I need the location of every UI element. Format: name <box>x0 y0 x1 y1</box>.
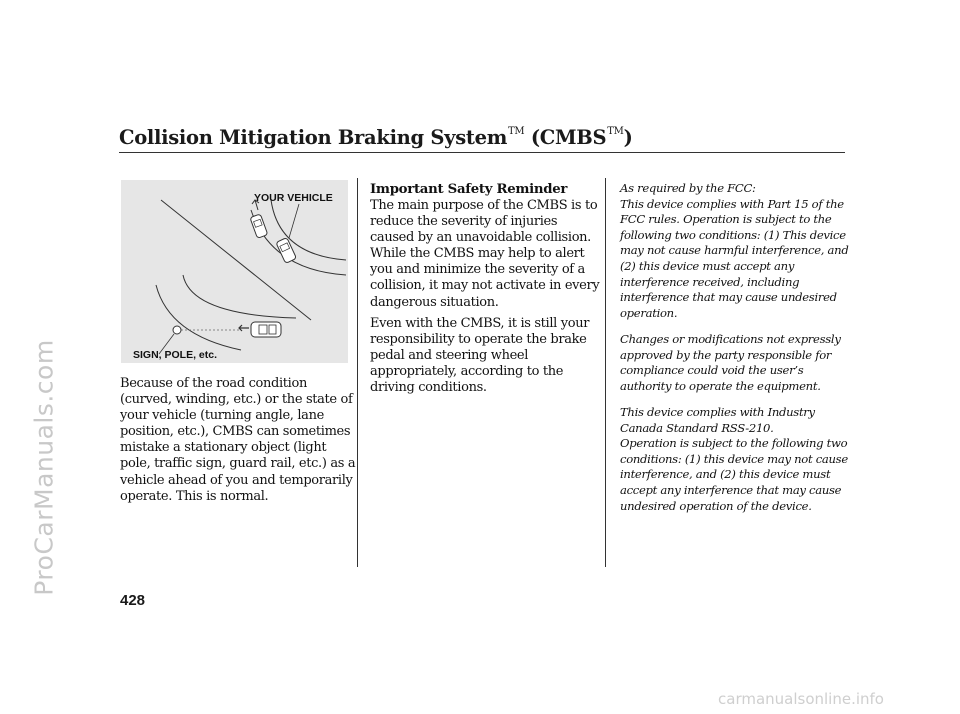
arrow-left-icon <box>239 325 249 331</box>
label-your-vehicle: YOUR VEHICLE <box>254 192 333 204</box>
your-vehicle-icon <box>276 237 297 263</box>
fcc-notice: As required by the FCC: This device complies with Part 15 of the FCC rules. Operation is subject to the following two conditions: (1) This device may not cause harmful interference, and (2) this device must accept any interference received, including interference that may cause undesired operation. <box>620 181 849 320</box>
changes-notice: Changes or modifications not expressly approved by the party responsible for compliance could void the user’s authority to operate the equipment. <box>620 332 841 393</box>
left-paragraph: Because of the road condition (curved, winding, etc.) or the state of your vehicle (turning angle, lane position, etc.), CMBS can sometimes mistake a stationary object (light pole, traffic sign, guard rail, etc.) as a vehicle ahead of you and temporarily operate. This is normal. <box>120 376 356 504</box>
page-number: 428 <box>120 592 146 609</box>
trademark-1: TM <box>508 126 525 137</box>
page-title <box>119 126 633 149</box>
cmbs-illustration <box>121 180 348 363</box>
safety-reminder-heading: Important Safety Reminder <box>370 182 568 197</box>
middle-paragraph-1: The main purpose of the CMBS is to reduce the severity of injuries caused by an unavoidable collision. While the CMBS may help to alert you and minimize the severity of a collision, it may not activate in every dangerous situation. <box>370 198 600 310</box>
detected-car-icon <box>251 322 281 337</box>
car-icon-upper <box>250 214 268 238</box>
road-diagram <box>121 180 348 363</box>
title-close: ) <box>623 126 633 149</box>
middle-paragraph-2: Even with the CMBS, it is still your responsibility to operate the brake pedal and steering wheel appropriately, according to the driving conditions. <box>370 316 590 396</box>
header-rule <box>119 152 845 153</box>
title-text: Collision Mitigation Braking System <box>119 126 508 149</box>
column-divider-2 <box>605 178 606 567</box>
trademark-2: TM <box>607 126 624 137</box>
side-watermark: ProCarManuals.com <box>29 339 59 596</box>
sign-pole-icon <box>173 326 181 334</box>
title-abbr: (CMBS <box>530 126 607 149</box>
industry-canada-notice: This device complies with Industry Canada Standard RSS-210. Operation is subject to the following two conditions: (1) this device may not cause interference, and (2) this device must accept any interference that may cause undesired operation of the device. <box>620 405 848 513</box>
footer-watermark: carmanualsonline.info <box>718 690 884 708</box>
label-sign-pole: SIGN, POLE, etc. <box>133 349 218 361</box>
column-divider-1 <box>357 178 358 567</box>
